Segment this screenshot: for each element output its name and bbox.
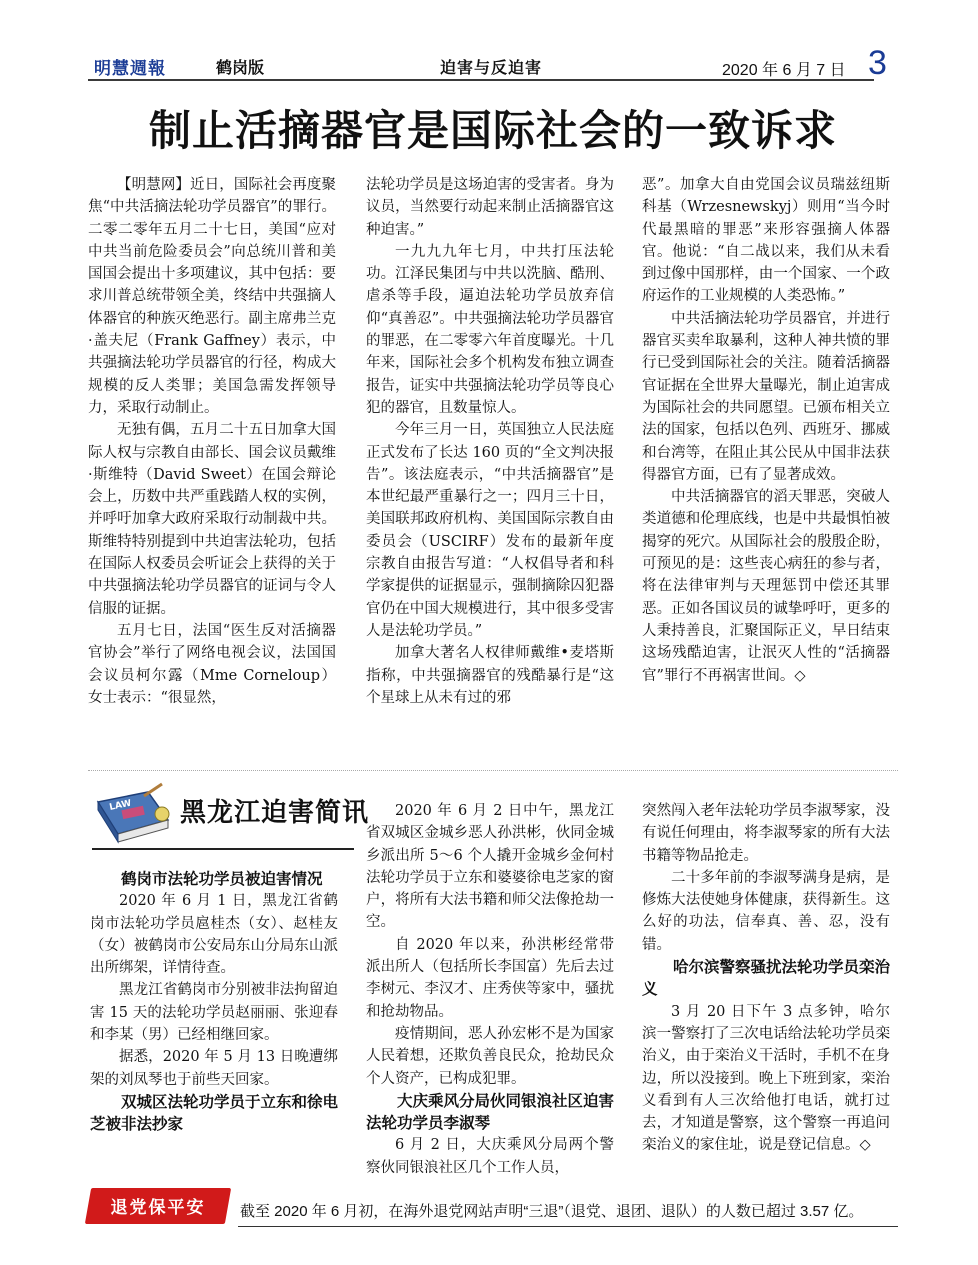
news-column-3 — [642, 800, 890, 1157]
news-paragraph: 自 2020 年以来，孙洪彬经常带派出所人（包括所长李国富）先后去过李树元、李汉才、庄秀侠等家中，骚扰和抢劫物品。 — [366, 936, 614, 1020]
news-subheading: 哈尔滨警察骚扰法轮功学员栾治义 — [642, 958, 891, 999]
law-label: LAW — [108, 798, 133, 813]
news-paragraph: 二十多年前的李淑琴满身是病，是修炼大法使她身体健康，获得新生。这么好的功法，信奉真、善、忍，没有错。 — [642, 869, 890, 953]
page-header — [88, 44, 888, 86]
article-column-2 — [366, 174, 614, 709]
news-box-rule — [92, 848, 354, 850]
article-paragraph: 加拿大著名人权律师戴维•麦塔斯指称，中共强摘器官的残酷暴行是“这个星球上从未有过的邪 — [366, 645, 614, 706]
law-book-icon — [92, 780, 180, 846]
article-paragraph: 今年三月一日，英国独立人民法庭正式发布了长达 160 页的“全文判决报告”。该法庭表示，“中共活摘器官”是本世纪最严重暴行之一；四月三十日，美国联邦政府机构、美国国际宗教自由委员会（USCIRF）发布的最新年度宗教自由报告写道：“人权倡导者和科学家提供的证据显示，强制摘除囚犯器官仍在中国大规模进行，其中很多受害人是法轮功学员。” — [366, 422, 614, 639]
article-column-1 — [88, 174, 336, 709]
article-column-3 — [642, 174, 890, 687]
news-subheading: 鹤岗市法轮功学员被迫害情况 — [121, 870, 323, 888]
article-paragraph: 无独有偶，五月二十五日加拿大国际人权与宗教自由部长、国会议员戴维·斯维特（David Sweet）在国会辩论会上，历数中共严重践踏人权的实例，并呼吁加拿大政府采取行动制裁中共。斯维特特别提到中共迫害法轮功，包括在国际人权委员会听证会上获得的关于中共强摘法轮功学员器官的证词与令人信服的证据。 — [88, 422, 336, 617]
news-subheading: 双城区法轮功学员于立东和徐电芝被非法抄家 — [90, 1092, 339, 1134]
news-paragraph: 3 月 20 日下午 3 点多钟，哈尔滨一警察打了三次电话给法轮功学员栾治义，由于栾治义干活时，手机不在身边，所以没接到。晚上下班到家，栾治义看到有人三次给他打电话，就打过去，才知道是警察，这个警察一再追问栾治义的家住址，说是登记信息。◇ — [642, 1003, 890, 1154]
main-headline: 制止活摘器官是国际社会的一致诉求 — [148, 106, 837, 155]
article-paragraph: 中共活摘法轮功学员器官，并进行器官买卖牟取暴利，这种人神共愤的罪行已受到国际社会的关注。随着活摘器官证据在全世界大量曝光，制止迫害成为国际社会的共同愿望。已颁布相关立法的国家，包括以色列、西班牙、挪威和台湾等，在阻止其公民从中国非法获得器官方面，已有了显著成效。 — [642, 310, 890, 483]
header-rule — [88, 79, 874, 81]
news-paragraph: 2020 年 6 月 2 日中午，黑龙江省双城区金城乡恶人孙洪彬，伙同金城乡派出所 5～6 个人撬开金城乡金何村法轮功学员于立东和婆婆徐电芝家的窗户，将所有大法书籍和师父法像抢劫一空。 — [366, 803, 614, 931]
footer-banner — [88, 1188, 898, 1228]
article-paragraph: 法轮功学员是这场迫害的受害者。身为议员，当然要行动起来制止活摘器官这种迫害。” — [366, 177, 614, 238]
news-paragraph: 2020 年 6 月 1 日，黑龙江省鹤岗市法轮功学员扈桂杰（女）、赵桂友（女）被鹤岗市公安局东山分局东山派出所绑架，详情待查。 — [90, 893, 338, 977]
article-paragraph: 恶”。加拿大自由党国会议员瑞兹纽斯科基（Wrzesnewskyj）则用“当今时代最黑暗的罪恶”来形容强摘人体器官。他说：“自二战以来，我们从未看到过像中国那样，由一个国家、一个政府运作的工业规模的人类恐怖。” — [642, 177, 890, 305]
news-box-title: 黑龙江迫害简讯 — [180, 798, 370, 828]
news-column-2 — [366, 800, 614, 1179]
section-label: 迫害与反迫害 — [440, 58, 543, 77]
article-paragraph: 中共活摘器官的滔天罪恶，突破人类道德和伦理底线，也是中共最惧怕被揭穿的死穴。从国际社会的殷殷企盼，可预见的是：这些丧心病狂的参与者，将在法律审判与天理惩罚中偿还其罪恶。正如各国议员的诚挚呼吁，更多的人秉持善良，汇聚国际正义，早日结束这场残酷迫害，让泯灭人性的“活摘器官”罪行不再祸害世间。◇ — [642, 489, 890, 684]
news-paragraph: 据悉，2020 年 5 月 13 日晚遭绑架的刘凤琴也于前些天回家。 — [90, 1049, 338, 1088]
article-paragraph: 一九九九年七月，中共打压法轮功。江泽民集团与中共以洗脑、酷刑、虐杀等手段，逼迫法轮功学员放弃信仰“真善忍”。中共强摘法轮功学员器官的罪恶，在二零零六年首度曝光。十几年来，国际社会多个机构发布独立调查报告，证实中共强摘法轮功学员等良心犯的器官，且数量惊人。 — [366, 243, 614, 416]
news-subheading: 大庆乘风分局伙同银浪社区迫害法轮功学员李淑琴 — [366, 1091, 615, 1133]
news-paragraph: 疫情期间，恶人孙宏彬不是为国家人民着想，还欺负善良民众，抢劫民众个人资产，已构成犯罪。 — [366, 1025, 614, 1087]
news-paragraph: 6 月 2 日，大庆乘风分局两个警察伙同银浪社区几个工作人员， — [366, 1137, 614, 1176]
page-number: 3 — [868, 44, 887, 82]
article-paragraph: 五月七日，法国“医生反对活摘器官协会”举行了网络电视会议，法国国会议员柯尔露（Mme Corneloup）女士表示：“很显然， — [88, 622, 336, 706]
footer-badge: 退党保平安 — [110, 1198, 206, 1218]
news-paragraph: 黑龙江省鹤岗市分别被非法拘留迫害 15 天的法轮功学员赵丽丽、张迎春和李某（男）已经相继回家。 — [90, 982, 338, 1044]
edition-label: 鹤岗版 — [216, 58, 265, 77]
news-paragraph: 突然闯入老年法轮功学员李淑琴家，没有说任何理由，将李淑琴家的所有大法书籍等物品抢走。 — [642, 803, 890, 864]
footer-text: 截至 2020 年 6 月初，在海外退党网站声明“三退”（退党、退团、退队）的人数已超过 3.57 亿。 — [240, 1203, 864, 1220]
article-paragraph: 【明慧网】近日，国际社会再度聚焦“中共活摘法轮功学员器官”的罪行。二零二零年五月二十七日，美国“应对中共当前危险委员会”向总统川普和美国国会提出十多项建议，其中包括：要求川普总统带领全美，终结中共强摘人体器官的种族灭绝恶行。副主席弗兰克·盖夫尼（Frank Gaffney）表示，中共强摘法轮功学员器官的行径，构成大规模的反人类罪；美国急需发挥领导力，采取行动制止。 — [88, 177, 336, 416]
news-column-1 — [90, 868, 338, 1136]
issue-date: 2020 年 6 月 7 日 — [722, 62, 846, 79]
footer-rule — [238, 1226, 898, 1227]
section-divider — [88, 770, 898, 771]
paper-name: 明慧週報 — [94, 59, 166, 79]
